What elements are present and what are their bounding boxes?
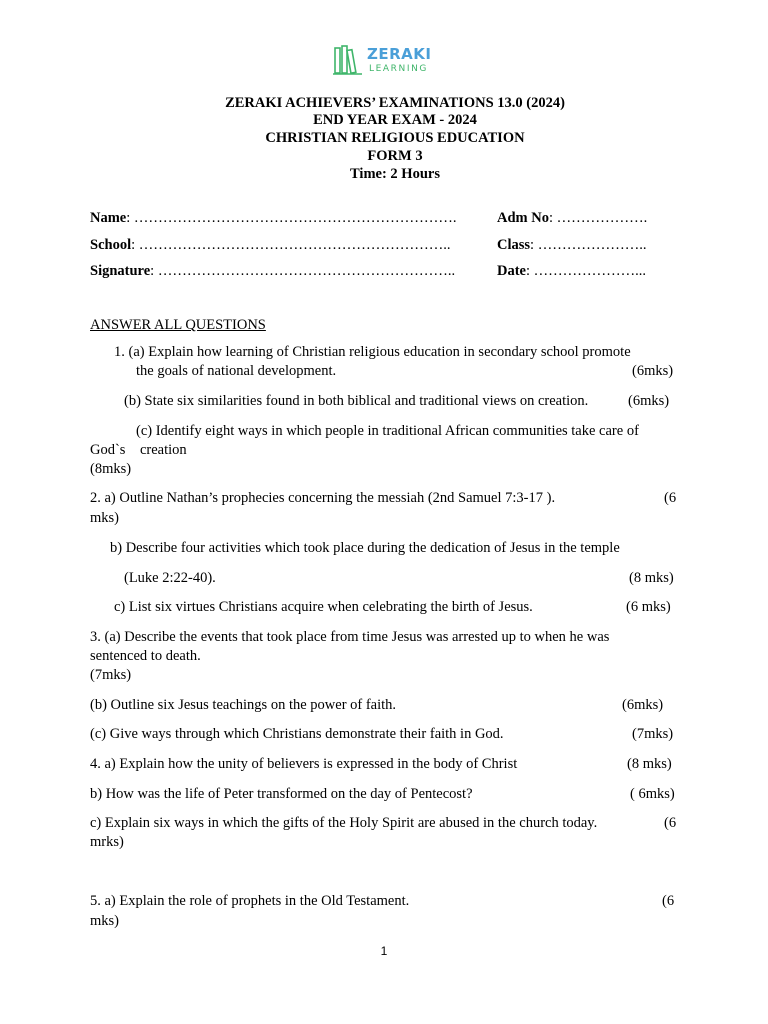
school-field <box>90 237 451 254</box>
q5a-marks-cont: mks) <box>90 913 119 929</box>
q3c-marks: (7mks) <box>632 726 674 742</box>
signature-dots: : …………………………………………………….. <box>150 263 456 279</box>
q4a-marks: (8 mks) <box>627 756 672 772</box>
q5a-text: 5. a) Explain the role of prophets in the Old Testament. <box>90 893 410 909</box>
logo-sub: LEARNING <box>369 64 429 74</box>
adm-label: Adm No <box>497 210 549 226</box>
q3b-marks: (6mks) <box>622 697 664 713</box>
form-level: FORM 3 <box>367 148 423 164</box>
page-number: 1 <box>380 944 388 958</box>
q2a-text: 2. a) Outline Nathan’s prophecies concerning the messiah (2nd Samuel 7:3-17 ). <box>90 490 556 506</box>
class-field <box>497 237 646 254</box>
date-label: Date <box>497 263 526 279</box>
exam-duration: Time: 2 Hours <box>350 166 440 182</box>
class-dots: : ………………….. <box>530 237 647 253</box>
name-dots: : …………………………………………………………. <box>126 210 457 226</box>
q1c-line1: (c) Identify eight ways in which people in traditional African communities take care of <box>136 423 639 439</box>
name-field <box>90 210 457 227</box>
q1a-line1: 1. (a) Explain how learning of Christian religious education in secondary school promote <box>114 344 631 360</box>
adm-dots: : ………………. <box>548 210 648 226</box>
q1c-line2: God`s creation <box>90 442 187 458</box>
school-dots: : ……………………………………………………….. <box>131 237 451 253</box>
q2c-text: c) List six virtues Christians acquire when celebrating the birth of Jesus. <box>114 599 533 615</box>
q2a-marks-cont: mks) <box>90 510 119 526</box>
date-dots: : …………………... <box>526 263 647 279</box>
q2c-marks: (6 mks) <box>626 599 671 615</box>
q1a-marks: (6mks) <box>632 363 674 379</box>
books-icon <box>332 44 364 76</box>
class-label: Class <box>497 237 531 253</box>
q4b-text: b) How was the life of Peter transformed on the day of Pentecost? <box>90 786 473 802</box>
q1a-line2: the goals of national development. <box>136 363 337 379</box>
q2a-marks: (6 <box>664 490 677 506</box>
zeraki-logo <box>332 44 442 78</box>
q1c-marks: (8mks) <box>90 461 132 477</box>
q5a-marks: (6 <box>662 893 675 909</box>
logo-name: ZERAKI <box>367 45 432 63</box>
school-label: School <box>90 237 132 253</box>
q1b-text: (b) State six similarities found in both biblical and traditional views on creation. <box>124 393 589 409</box>
q3c-text: (c) Give ways through which Christians demonstrate their faith in God. <box>90 726 504 742</box>
signature-label: Signature <box>90 263 151 279</box>
q4c-marks: (6 <box>664 815 677 831</box>
adm-field <box>497 210 647 227</box>
signature-field <box>90 263 455 280</box>
q3a-marks: (7mks) <box>90 667 132 683</box>
q4c-marks-cont: mrks) <box>90 834 124 850</box>
q2b-line1: b) Describe four activities which took place during the dedication of Jesus in the temple <box>110 540 620 556</box>
name-label: Name <box>90 210 127 226</box>
q4c-text: c) Explain six ways in which the gifts of the Holy Spirit are abused in the church today. <box>90 815 598 831</box>
subject-title: CHRISTIAN RELIGIOUS EDUCATION <box>265 130 525 146</box>
q3a-line1: 3. (a) Describe the events that took place from time Jesus was arrested up to when he was <box>90 629 610 645</box>
q1b-marks: (6mks) <box>628 393 670 409</box>
instructions: ANSWER ALL QUESTIONS <box>90 317 266 333</box>
exam-type: END YEAR EXAM - 2024 <box>313 112 477 128</box>
q4b-marks: ( 6mks) <box>630 786 675 802</box>
date-field <box>497 263 646 280</box>
q3b-text: (b) Outline six Jesus teachings on the power of faith. <box>90 697 397 713</box>
q2b-line2: (Luke 2:22-40). <box>124 570 216 586</box>
q3a-line2: sentenced to death. <box>90 648 201 664</box>
exam-title: ZERAKI ACHIEVERS’ EXAMINATIONS 13.0 (2024) <box>225 95 565 111</box>
q4a-text: 4. a) Explain how the unity of believers is expressed in the body of Christ <box>90 756 518 772</box>
q2b-marks: (8 mks) <box>629 570 674 586</box>
